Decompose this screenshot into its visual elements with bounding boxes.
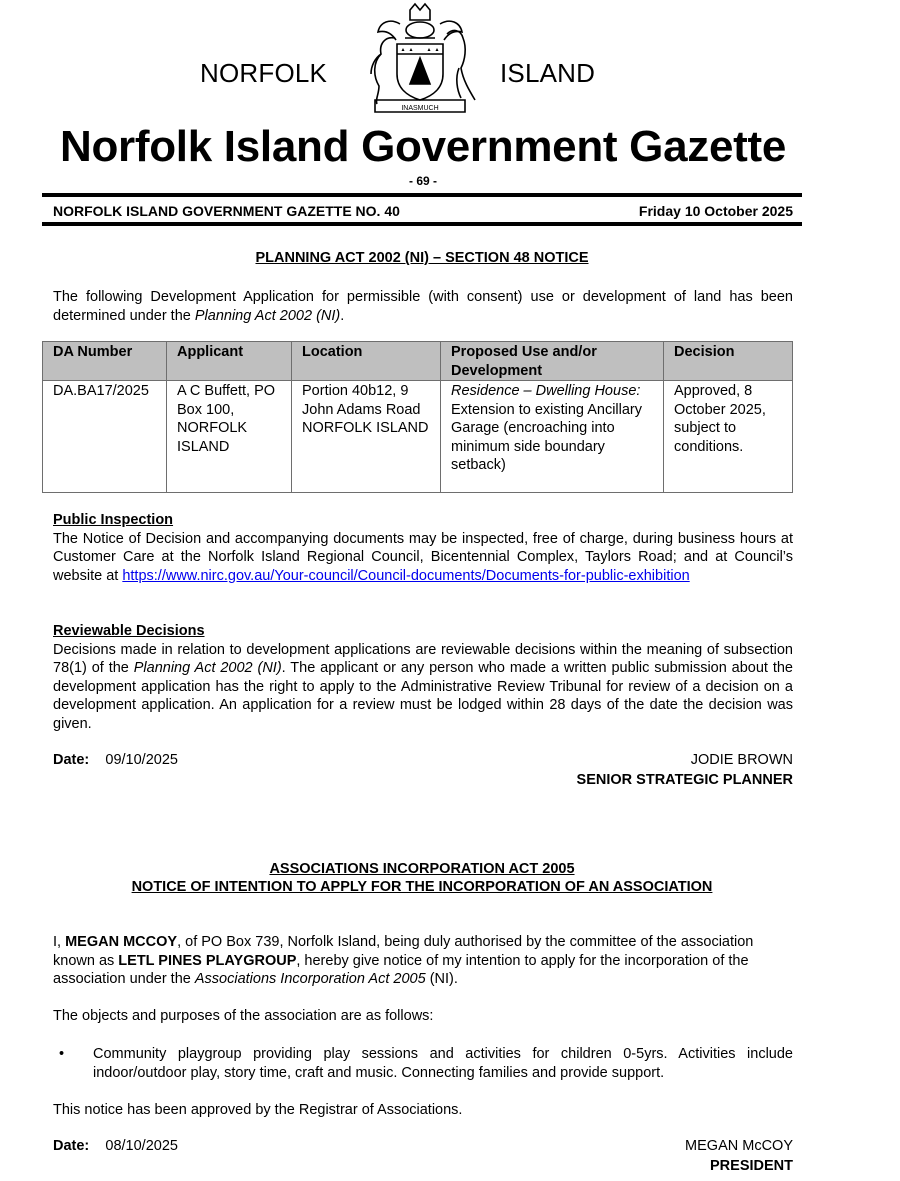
association-date: Date: 08/10/2025	[53, 1138, 178, 1154]
association-signature	[53, 1136, 793, 1176]
masthead-island: ISLAND	[500, 58, 596, 88]
planning-signature	[53, 750, 793, 790]
planning-notice-heading: PLANNING ACT 2002 (NI) – SECTION 48 NOTICE	[255, 250, 589, 266]
issue-date: Friday 10 October 2025	[638, 203, 793, 219]
approval-note: This notice has been approved by the Registrar of Associations.	[53, 1102, 463, 1118]
association-para-1: I, MEGAN MCCOY, of PO Box 739, Norfolk Island, being duly authorised by the committee of the association known as LETL PINES PLAYGROUP, hereby give notice of my intention to apply for the incorporation of the association under the Associations Incorporation Act 2005 (NI).	[53, 934, 754, 987]
signatory-name: JODIE BROWN	[690, 752, 793, 768]
public-inspection-section	[53, 511, 793, 585]
col-applicant: Applicant	[167, 342, 292, 381]
cell-location: Portion 40b12, 9 John Adams Road NORFOLK ISLAND	[292, 381, 441, 493]
objects-intro: The objects and purposes of the association are as follows:	[53, 1008, 434, 1024]
association-notice-heading: ASSOCIATIONS INCORPORATION ACT 2005 NOTICE OF INTENTION TO APPLY FOR THE INCORPORATION OF AN ASSOCIATION	[131, 861, 713, 895]
issue-number: NORFOLK ISLAND GOVERNMENT GAZETTE NO. 40	[53, 203, 400, 219]
association-signatory-name: MEGAN McCOY	[685, 1138, 793, 1154]
public-inspection-text: The Notice of Decision and accompanying documents may be inspected, free of charge, during business hours at Customer Care at the Norfolk Island Regional Council, Bicentennial Complex, Taylors Road; and at Council’s website at https://www.nirc.gov.au/Your-council/Council-documents/Documents-for-public-exhibition	[53, 530, 793, 584]
header-rule-bottom	[42, 222, 802, 226]
planning-intro: The following Development Application for permissible (with consent) use or development of land has been determined under the Planning Act 2002 (NI).	[53, 289, 793, 324]
signatory-title: SENIOR STRATEGIC PLANNER	[576, 772, 793, 788]
objects-list-item: • Community playgroup providing play sessions and activities for children 0-5yrs. Activities include indoor/outdoor play, story time, craft and music. Connecting families and provide support.	[53, 1045, 793, 1082]
col-proposed-use: Proposed Use and/or Development	[441, 342, 664, 381]
col-location: Location	[292, 342, 441, 381]
reviewable-decisions-heading: Reviewable Decisions	[53, 623, 205, 639]
development-application-table	[42, 341, 793, 493]
masthead-norfolk: NORFOLK	[200, 58, 328, 88]
cell-da-number: DA.BA17/2025	[43, 381, 167, 493]
public-inspection-heading: Public Inspection	[53, 512, 174, 528]
public-exhibition-link[interactable]: https://www.nirc.gov.au/Your-council/Council-documents/Documents-for-public-exhibition	[122, 567, 690, 584]
reviewable-decisions-section	[53, 622, 793, 733]
reviewable-decisions-text: Decisions made in relation to development applications are reviewable decisions within the meaning of subsection 78(1) of the Planning Act 2002 (NI). The applicant or any person who made a written public submission about the development application has the right to apply to the Administrative Review Tribunal for review of a decision on a development application. An application for a review must be lodged within 28 days of the date the decision was given.	[53, 641, 793, 732]
cell-proposed-use: Residence – Dwelling House: Extension to existing Ancillary Garage (encroaching into minimum side boundary setback)	[441, 381, 664, 493]
association-signatory-title: PRESIDENT	[710, 1158, 793, 1174]
table-header-row	[43, 342, 793, 381]
header-rule-top	[42, 193, 802, 197]
planning-date: Date: 09/10/2025	[53, 752, 178, 768]
issue-bar	[53, 203, 793, 219]
svg-text:INASMUCH: INASMUCH	[401, 105, 439, 112]
table-row	[43, 381, 793, 493]
cell-applicant: A C Buffett, PO Box 100, NORFOLK ISLAND	[167, 381, 292, 493]
gazette-title: Norfolk Island Government Gazette	[59, 122, 787, 171]
bullet-icon: •	[59, 1046, 65, 1062]
page-number: - 69 -	[408, 174, 437, 188]
cell-decision: Approved, 8 October 2025, subject to conditions.	[664, 381, 793, 493]
col-da-number: DA Number	[43, 342, 167, 381]
col-decision: Decision	[664, 342, 793, 381]
coat-of-arms-icon	[355, 2, 485, 118]
